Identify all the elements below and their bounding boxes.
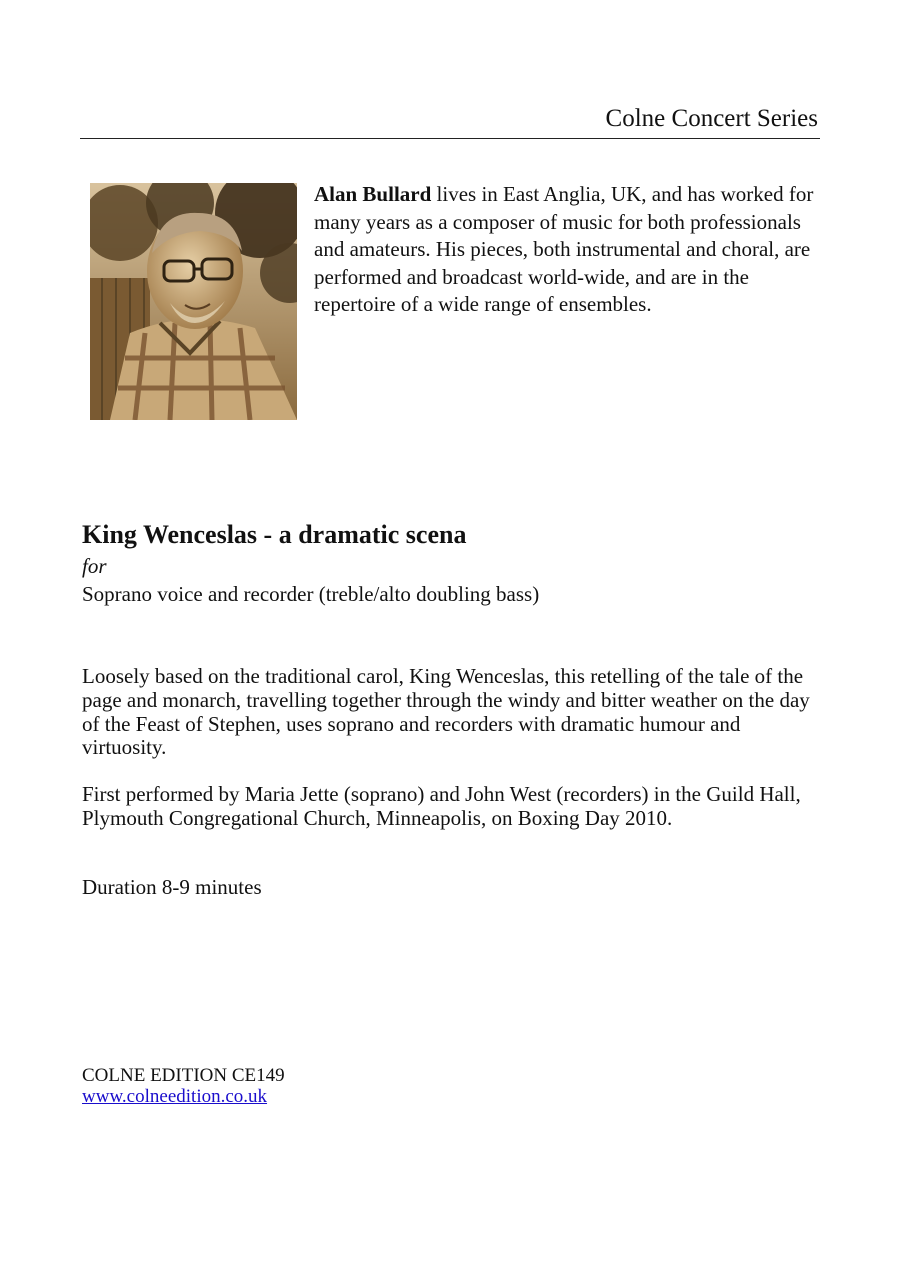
work-scoring: Soprano voice and recorder (treble/alto doubling bass) xyxy=(82,582,540,606)
work-for-label: for xyxy=(82,554,107,578)
work-premiere: First performed by Maria Jette (soprano) and John West (recorders) in the Guild Hall, Plymouth Congregational Church, Minneapolis, on Boxing Day 2010. xyxy=(82,782,801,830)
series-title: Colne Concert Series xyxy=(605,105,818,132)
portrait-image xyxy=(90,183,297,420)
publisher-website-link[interactable]: www.colneedition.co.uk xyxy=(82,1086,268,1107)
work-title: King Wenceslas - a dramatic scena xyxy=(82,520,467,549)
work-description: Loosely based on the traditional carol, King Wenceslas, this retelling of the tale of the page and monarch, travelling together through the windy and bitter weather on the day of the Feast of Stephen, uses soprano and recorders with dramatic humour and virtuosity. xyxy=(82,664,810,760)
composer-portrait xyxy=(90,183,297,420)
edition-number: COLNE EDITION CE149 xyxy=(82,1065,285,1086)
composer-bio-text: lives in East Anglia, UK, and has worked for many years as a composer of music for both professionals and amateurs. His pieces, both instrumental and choral, are performed and broadcast world-wide, and are in the repertoire of a wide range of ensembles. xyxy=(314,182,814,317)
composer-bio xyxy=(314,181,814,319)
work-duration: Duration 8-9 minutes xyxy=(82,875,262,899)
composer-name: Alan Bullard xyxy=(314,182,432,206)
series-header xyxy=(80,104,820,139)
